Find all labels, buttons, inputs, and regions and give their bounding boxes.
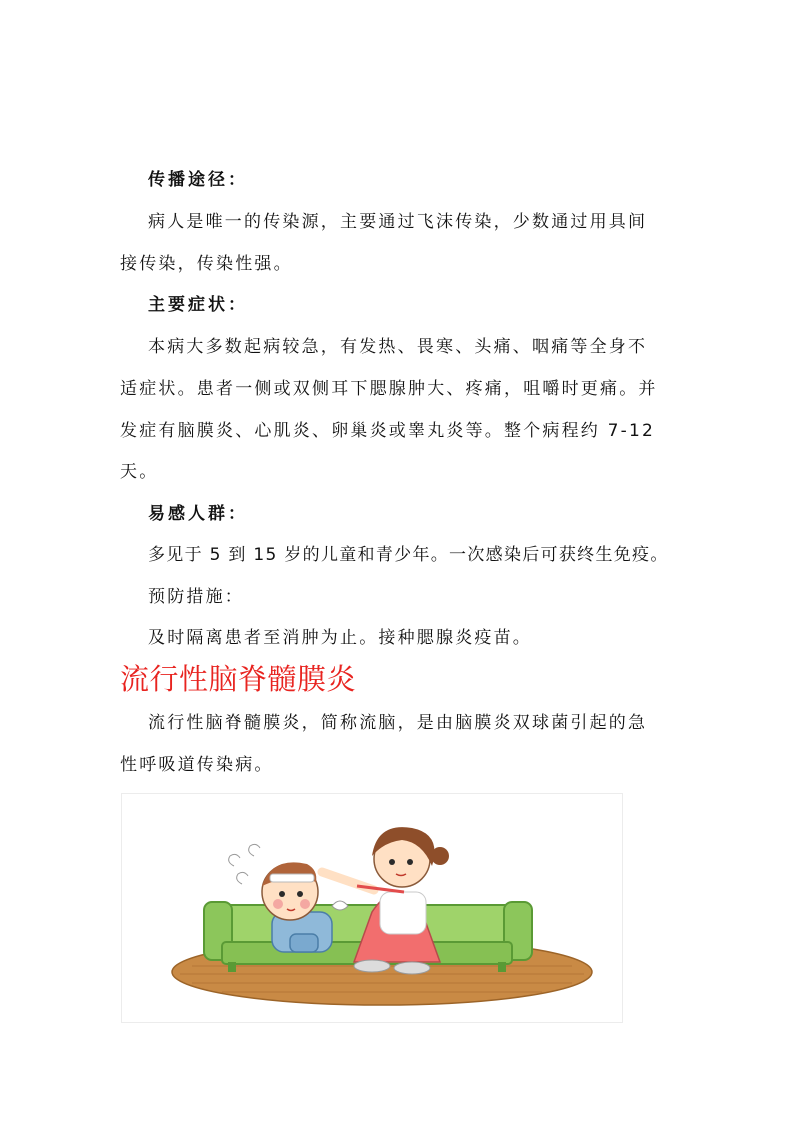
meningitis-title: 流行性脑脊髓膜炎 [120, 662, 357, 696]
symptoms-line-2: 适症状。患者一侧或双侧耳下腮腺肿大、疼痛，咀嚼时更痛。并 [120, 379, 658, 399]
symptoms-line-4: 天。 [120, 462, 159, 482]
prevention-line-1: 及时隔离患者至消肿为止。接种腮腺炎疫苗。 [148, 628, 532, 648]
symptoms-line-1: 本病大多数起病较急，有发热、畏寒、头痛、咽痛等全身不 [148, 337, 648, 357]
symptoms-line-3: 发症有脑膜炎、心肌炎、卵巢炎或睾丸炎等。整个病程约 7-12 [120, 421, 655, 441]
illustration-frame [121, 793, 623, 1023]
meningitis-line-1: 流行性脑脊髓膜炎，简称流脑，是由脑膜炎双球菌引起的急 [148, 713, 648, 733]
meningitis-line-2: 性呼吸道传染病。 [120, 755, 274, 775]
prevention-heading: 预防措施： [148, 587, 244, 607]
susceptible-heading: 易感人群： [148, 504, 248, 524]
mother-checking-sick-child-illustration-icon [122, 794, 622, 1022]
symptoms-heading: 主要症状： [148, 295, 248, 315]
transmission-line-2: 接传染，传染性强。 [120, 254, 293, 274]
susceptible-line-1: 多见于 5 到 15 岁的儿童和青少年。一次感染后可获终生免疫。 [148, 545, 669, 565]
transmission-line-1: 病人是唯一的传染源，主要通过飞沫传染，少数通过用具间 [148, 212, 648, 232]
transmission-heading: 传播途径： [148, 170, 248, 190]
